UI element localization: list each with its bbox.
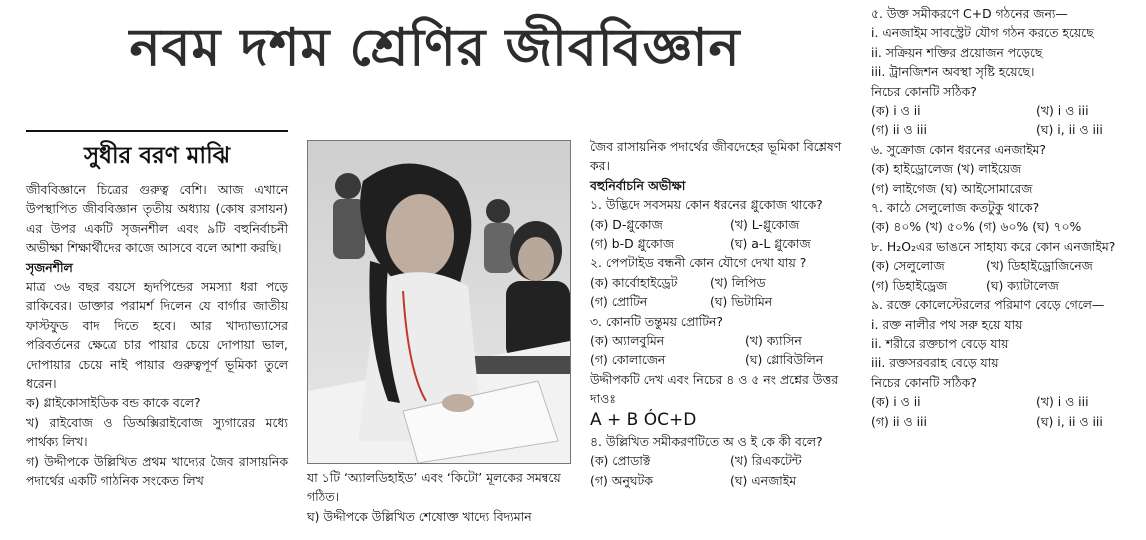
mcq-4-option-ga: (গ) অনুঘটক (590, 472, 653, 488)
section-heading-mcq: বহুনির্বাচনি অভীক্ষা (590, 177, 686, 193)
caption-line-1: যা ১টি ‘অ্যালডিহাইড’ এবং ‘কিটো’ মূলকের সমন্বয়ে গঠিত। (307, 470, 561, 505)
mcq-3-option-gha: (ঘ) গ্লোবিউলিন (745, 352, 824, 368)
mcq-7-options: (ক) ৪০% (খ) ৫০% (গ) ৬০% (ঘ) ৭০% (871, 219, 1082, 235)
mcq-9-options-row-2 (871, 412, 1139, 431)
mcq-3-option-ga: (গ) কোলাজেন (590, 352, 666, 368)
stimulus-paragraph: মাত্র ৩৬ বছর বয়সে হৃদপিন্ডের সমস্যা ধরা পড়ে রাকিবের। ডাক্তার পরামর্শ দিলেন যে বার্গার জাতীয় ফাস্টফুড বাদ দিতে হবে। আর খাদ্যাভ্যাসের পরিবর্তনের ক্ষেত্রে চার পায়ার চেয়ে দোপায়া ভাল, দোপায়ার চেয়ে নাই পায়ার গুরুত্বপূর্ণ ভূমিকা তুলে ধরেন। (26, 279, 288, 392)
mcq-9-option-ga: (গ) ii ও iii (871, 413, 927, 429)
mcq-8-option-kha: (খ) ডিহাইড্রোজিনেজ (986, 258, 1093, 274)
mcq-8-option-gha: (ঘ) ক্যাটালেজ (986, 277, 1059, 293)
students-exam-photo (307, 140, 571, 464)
mcq-2-option-kha: (খ) লিপিড (710, 274, 766, 290)
mcq-7: ৭. কাঠে সেলুলোজ কতটুকু থাকে? (871, 200, 1040, 216)
mcq-9-statement-ii: ii. শরীরে রক্তচাপ বেড়ে যায় (871, 335, 1009, 351)
question-c-continued: জৈব রাসায়নিক পদার্থের জীবদেহের ভূমিকা বিশ্লেষণ কর। (590, 139, 842, 174)
question-a: ক) গ্লাইকোসাইডিক বন্ড কাকে বলে? (26, 395, 201, 411)
author-divider (26, 130, 288, 132)
mcq-9-statement-iii: iii. রক্তসরবরাহ বেড়ে যায় (871, 355, 999, 371)
mcq-9-option-gha: (ঘ) i, ii ও iii (1036, 413, 1103, 429)
mcq-5-options-row-1 (871, 101, 1139, 120)
question-d: ঘ) উদ্দীপকে উল্লিখিত শেষোক্ত খাদ্যে বিদ্যমান (307, 508, 532, 524)
mcq-4-option-kha: (খ) রিএকটেন্ট (730, 453, 802, 469)
mcq-5-prompt: নিচের কোনটি সঠিক? (871, 83, 977, 99)
mcq-2-option-ka: (ক) কার্বোহাইড্রেট (590, 274, 678, 290)
intro-paragraph: জীববিজ্ঞানে চিত্রের গুরুত্ব বেশি। আজ এখানে উপস্থাপিত জীববিজ্ঞান তৃতীয় অধ্যায় (কোষ রসায়ন) এর উপর একটি সৃজনশীল এবং ৯টি বহুনির্বাচনী অভীক্ষা শিক্ষার্থীদের কাজে আসবে বলে আশা করছি। (26, 182, 288, 256)
mcq-1-options-row-2 (590, 234, 845, 253)
mcq-6: ৬. সুক্রোজ কোন ধরনের এনজাইম? (871, 141, 1046, 157)
mcq-5-statement-ii: ii. সক্রিয়ন শক্তির প্রয়োজন পড়েছে (871, 44, 1043, 60)
mcq-3: ৩. কোনটি তন্তুময় প্রোটিন? (590, 313, 723, 329)
mcq-4-options-row-1 (590, 451, 845, 470)
mcq-4-option-ka: (ক) প্রোডাক্ট (590, 453, 651, 469)
stimulus-instruction: উদ্দীপকটি দেখ এবং নিচের ৪ ও ৫ নং প্রশ্নের উত্তর দাওঃ (590, 371, 839, 407)
mcq-2-option-gha: (ঘ) ভিটামিন (710, 294, 773, 310)
mcq-5-option-ka: (ক) i ও ii (871, 103, 921, 119)
mcq-4: ৪. উল্লিখিত সমীকরণটিতে অ ও ই কে কী বলে? (590, 433, 823, 449)
mcq-4-options-row-2 (590, 471, 845, 490)
mcq-9-option-ka: (ক) i ও ii (871, 394, 921, 410)
mcq-1-option-ga: (গ) b-D গ্লুকোজ (590, 236, 674, 252)
column-1 (26, 180, 288, 491)
mcq-9-prompt: নিচের কোনটি সঠিক? (871, 374, 977, 390)
question-c: গ) উদ্দীপকে উল্লিখিত প্রথম খাদ্যের জৈব রাসায়নিক পদার্থের একটি গাঠনিক সংকেত লিখ (26, 453, 288, 489)
mcq-3-option-kha: (খ) ক্যাসিন (745, 333, 802, 349)
mcq-6-options-row-1: (ক) হাইড্রোলেজ (খ) লাইয়েজ (871, 161, 1022, 177)
mcq-1: ১. উদ্ভিদে সবসময় কোন ধরনের গ্লুকোজ থাকে? (590, 197, 823, 213)
mcq-8-option-ga: (গ) ডিহাইড্রেজ (871, 277, 948, 293)
author-name: সুধীর বরণ মাঝি (83, 142, 231, 169)
mcq-2: ২. পেপটাইড বন্ধনী কোন যৌগে দেখা যায় ? (590, 255, 807, 271)
mcq-5-statement-iii: iii. ট্রানজিশন অবস্থা সৃষ্টি হয়েছে। (871, 64, 1035, 80)
mcq-9-options-row-1 (871, 392, 1139, 411)
mcq-1-option-kha: (খ) L-গ্লুকোজ (730, 216, 800, 232)
mcq-9-option-kha: (খ) i ও iii (1036, 394, 1089, 410)
mcq-2-options-row-2 (590, 292, 845, 311)
page-title: নবম দশম শ্রেণির জীববিজ্ঞান (129, 17, 741, 78)
caption-block (307, 468, 569, 526)
mcq-9: ৯. রক্তে কোলেস্টেরলের পরিমাণ বেড়ে গেলে— (871, 297, 1105, 313)
mcq-1-options-row-1 (590, 215, 845, 234)
mcq-8-options-row-2 (871, 276, 1139, 295)
mcq-5-option-kha: (খ) i ও iii (1036, 103, 1089, 119)
mcq-2-option-ga: (গ) প্রোটিন (590, 294, 648, 310)
mcq-5-option-ga: (গ) ii ও iii (871, 122, 927, 138)
mcq-8: ৮. H₂O₂এর ভাঙনে সাহায্য করে কোন এনজাইম? (871, 238, 1116, 254)
mcq-3-options-row-1 (590, 331, 845, 350)
mcq-9-statement-i: i. রক্ত নালীর পথ সরু হয়ে যায় (871, 316, 1023, 332)
mcq-1-option-ka: (ক) D-গ্লুকোজ (590, 216, 663, 232)
mcq-3-option-ka: (ক) অ্যালবুমিন (590, 333, 665, 349)
question-b: খ) রাইবোজ ও ডিঅক্সিরাইবোজ স্যুগারের মধ্যে পার্থক্য লিখ। (26, 414, 288, 450)
mcq-2-options-row-1 (590, 273, 845, 292)
section-heading-creative: সৃজনশীল (26, 259, 73, 275)
photo-illustration (308, 141, 570, 463)
mcq-5: ৫. উক্ত সমীকরণে C+D গঠনের জন্য— (871, 6, 1068, 21)
mcq-8-options-row-1 (871, 256, 1139, 275)
column-3 (590, 137, 845, 490)
mcq-5-options-row-2 (871, 120, 1139, 139)
mcq-4-option-gha: (ঘ) এনজাইম (730, 472, 797, 488)
mcq-6-options-row-2: (গ) লাইগেজ (ঘ) আইসোমারেজ (871, 180, 1033, 196)
mcq-1-option-gha: (ঘ) a-L গ্লুকোজ (730, 236, 811, 252)
mcq-8-option-ka: (ক) সেলুলোজ (871, 258, 945, 274)
equation: A + B ÓC+D (590, 409, 697, 430)
column-4 (871, 4, 1139, 431)
mcq-5-option-gha: (ঘ) i, ii ও iii (1036, 122, 1103, 138)
mcq-3-options-row-2 (590, 350, 845, 369)
mcq-5-statement-i: i. এনজাইম সাবস্ট্রেট যৌগ গঠন করতে হয়েছে (871, 25, 1094, 41)
